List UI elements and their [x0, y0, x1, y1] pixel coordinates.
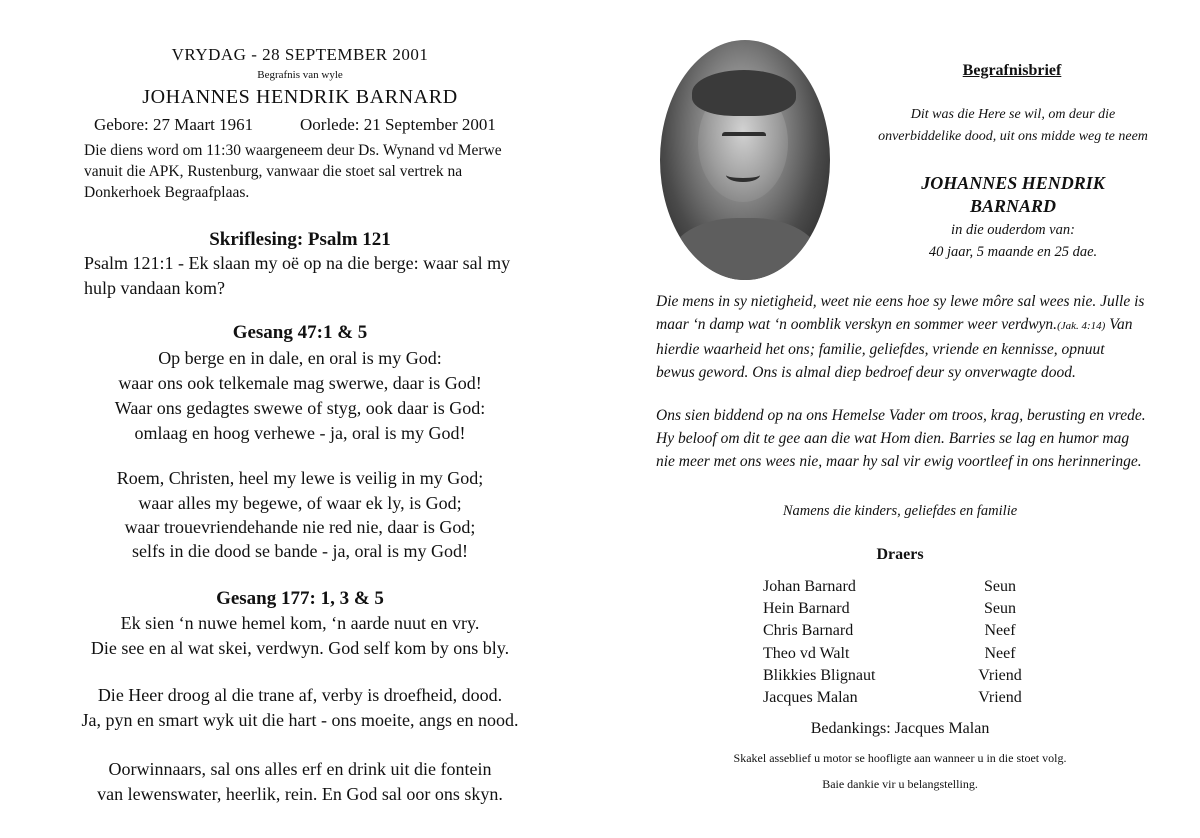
- hymn-line: waar alles my begewe, of waar ek ly, is God;: [138, 493, 462, 513]
- photo-shirt: [670, 218, 820, 280]
- hymn-line: Ja, pyn en smart wyk uit die hart - ons moeite, angs en nood.: [81, 710, 519, 730]
- hymn-line: Die see en al wat skei, verdwyn. God self kom by ons bly.: [90, 638, 510, 658]
- letter-title: Begrafnisbrief: [962, 62, 1062, 79]
- bearer-name: Hein Barnard: [763, 600, 850, 617]
- thanks-note: Baie dankie vir u belangstelling.: [822, 777, 978, 791]
- bearer-relation: Neef: [984, 645, 1016, 662]
- procession-note: Skakel asseblief u motor se hoofligte aan wanneer u in die stoet volg.: [733, 751, 1067, 765]
- age-value: 40 jaar, 5 maande en 25 dae.: [928, 244, 1098, 260]
- reading-line: Psalm 121:1 - Ek slaan my oë op na die berge: waar sal my: [84, 253, 511, 273]
- bearer-name: Jacques Malan: [763, 689, 858, 706]
- death-date: Oorlede: 21 September 2001: [300, 115, 496, 134]
- hymn-line: Die Heer droog al die trane af, verby is droefheid, dood.: [97, 685, 503, 705]
- hymn-title: Gesang 47:1 & 5: [232, 322, 368, 343]
- photo-mouth: [726, 168, 760, 182]
- bearer-relation: Vriend: [978, 689, 1022, 706]
- service-date: VRYDAG - 28 SEPTEMBER 2001: [171, 45, 429, 64]
- hymn-title: Gesang 177: 1, 3 & 5: [216, 588, 384, 609]
- photo-hair: [692, 70, 796, 116]
- photo-eyes: [722, 132, 766, 144]
- prayer-paragraph: Ons sien biddend op na ons Hemelse Vader om troos, krag, berusting en vrede. Hy beloof om dit te gee aan die wat Hom dien. Barries se lag en humor mag nie meer met ons wees nie, maar hy sal vir ewig voortleef in ons herinneringe.: [656, 407, 1146, 470]
- thanks-line: Bedankings: Jacques Malan: [810, 720, 990, 737]
- hymn-line: Waar ons gedagtes swewe of styg, ook daar is God:: [114, 398, 486, 418]
- bearer-relation: Vriend: [978, 667, 1022, 684]
- hymn-line: Ek sien ‘n nuwe hemel kom, ‘n aarde nuut en vry.: [120, 613, 480, 633]
- deceased-surname-italic: BARNARD: [969, 196, 1057, 216]
- deceased-name-italic: JOHANNES HENDRIK: [921, 173, 1105, 193]
- hymn-line: selfs in die dood se bande - ja, oral is my God!: [132, 541, 468, 561]
- bearer-name: Johan Barnard: [763, 578, 856, 595]
- hymn-line: Roem, Christen, heel my lewe is veilig in my God;: [116, 468, 484, 488]
- reading-title: Skriflesing: Psalm 121: [209, 229, 391, 250]
- hymn-line: waar trouevriendehande nie red nie, daar is God;: [124, 517, 476, 537]
- bearer-relation: Seun: [984, 578, 1016, 595]
- funeral-subtitle: Begrafnis van wyle: [257, 69, 343, 81]
- hymn-line: Op berge en in dale, en oral is my God:: [158, 348, 442, 368]
- bearer-relation: Neef: [984, 622, 1016, 639]
- hymn-line: omlaag en hoog verhewe - ja, oral is my God!: [134, 423, 466, 443]
- hymn-line: van lewenswater, heerlik, rein. En God sal oor ons skyn.: [97, 784, 503, 804]
- reading-line: hulp vandaan kom?: [84, 278, 225, 298]
- scripture-reference: (Jak. 4:14): [1057, 320, 1106, 332]
- birth-date: Gebore: 27 Maart 1961: [94, 115, 254, 134]
- bearer-name: Chris Barnard: [763, 622, 854, 639]
- right-page: [600, 0, 1200, 838]
- paragraph-text: Van hierdie waarheid het ons; familie, geliefdes, vriende en kennisse, opnuut bewus geword. Ons is almal diep bedroef deur sy onverwagte dood.: [656, 316, 1133, 381]
- condolence-paragraph: [656, 290, 1146, 384]
- bearers-title: Draers: [876, 546, 924, 563]
- bearer-name: Blikkies Blignaut: [763, 667, 876, 684]
- intro-line: onverbiddelike dood, uit ons midde weg te neem: [878, 129, 1148, 144]
- signature-line: Namens die kinders, geliefdes en familie: [782, 503, 1018, 519]
- paragraph-text: Die mens in sy nietigheid, weet nie eens hoe sy lewe môre sal wees nie. Julle is maar ‘n damp wat ‘n oomblik verskyn en sommer weer verdwyn.: [656, 293, 1145, 333]
- hymn-line: waar ons ook telkemale mag swerwe, daar is God!: [118, 373, 482, 393]
- bearer-relation: Seun: [984, 600, 1016, 617]
- portrait-photo: [660, 40, 830, 280]
- age-label: in die ouderdom van:: [951, 222, 1075, 238]
- deceased-name: JOHANNES HENDRIK BARNARD: [142, 86, 458, 108]
- bearer-name: Theo vd Walt: [763, 645, 850, 662]
- service-details: Die diens word om 11:30 waargeneem deur Ds. Wynand vd Merwe vanuit die APK, Rustenburg, vanwaar die stoet sal vertrek na Donkerhoek Begraafplaas.: [84, 142, 502, 201]
- hymn-line: Oorwinnaars, sal ons alles erf en drink uit die fontein: [108, 759, 492, 779]
- intro-line: Dit was die Here se wil, om deur die: [910, 107, 1116, 122]
